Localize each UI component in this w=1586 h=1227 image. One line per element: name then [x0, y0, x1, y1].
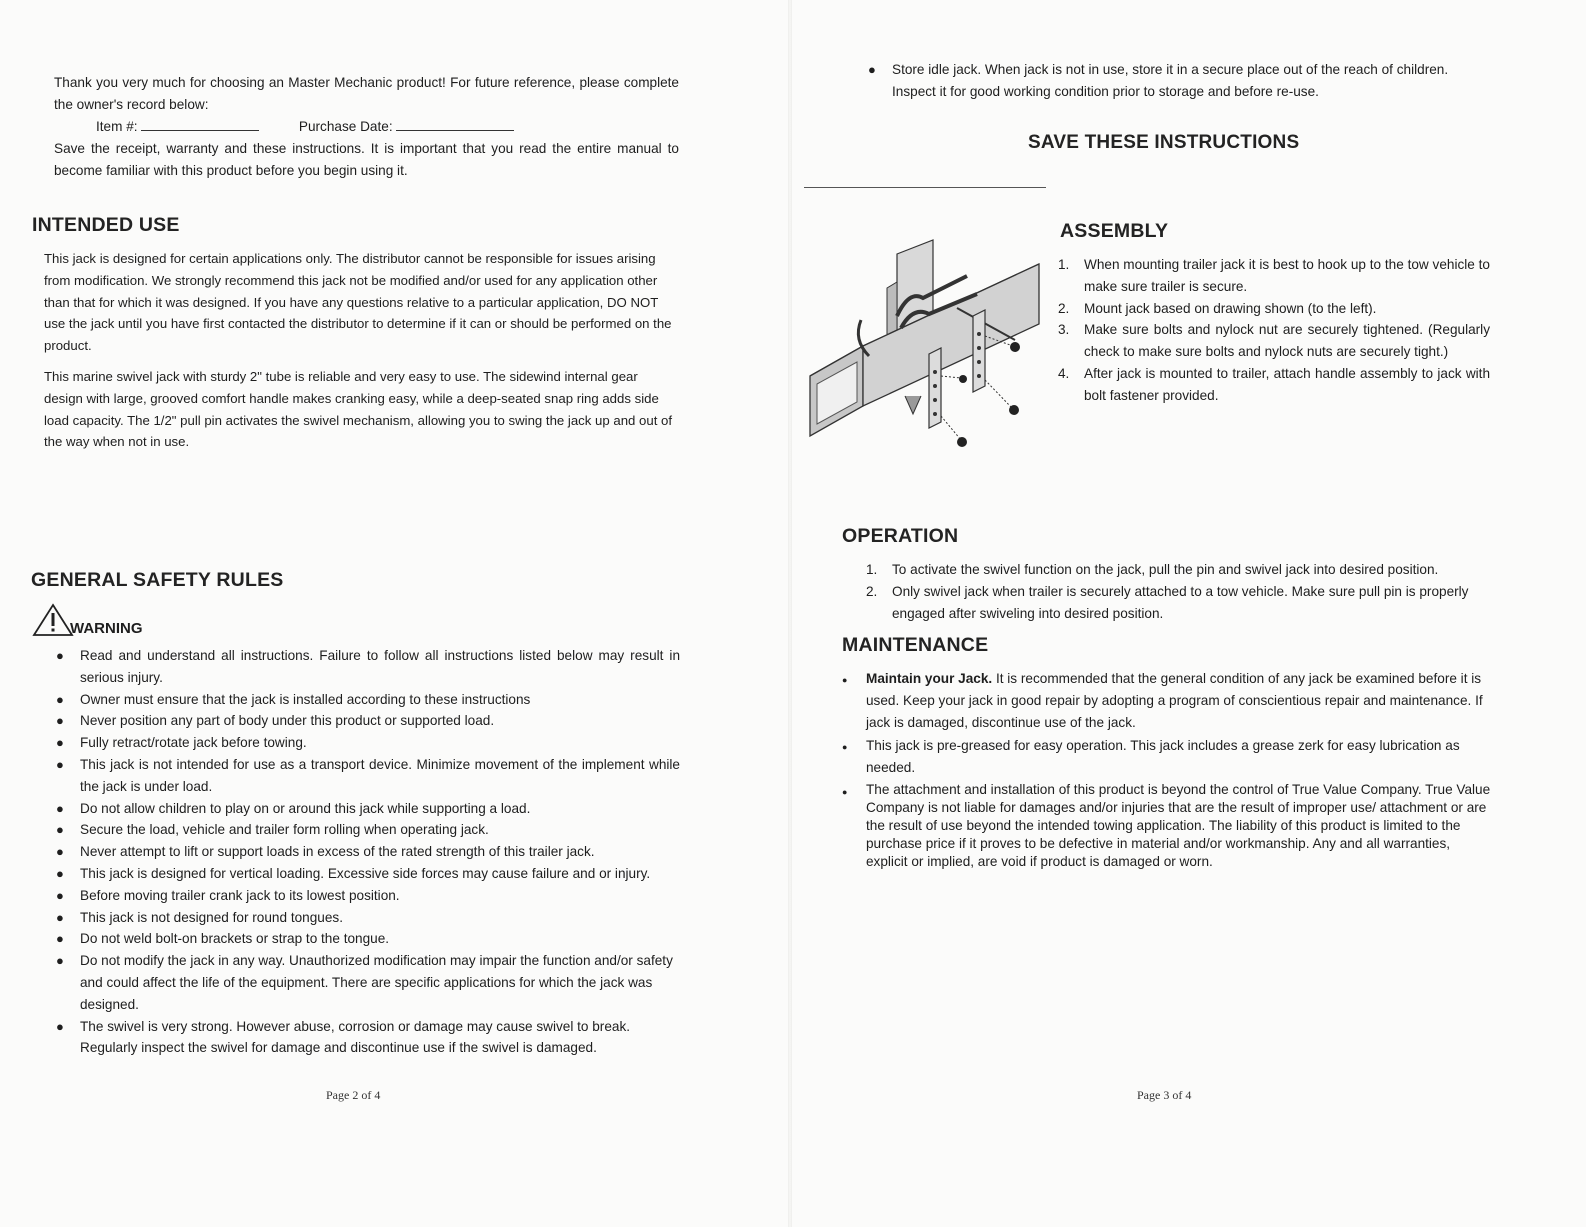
list-item: 1. To activate the swivel function on the jack, pull the pin and swivel jack into desired position.: [866, 562, 1439, 577]
warning-label: WARNING: [70, 620, 143, 637]
intended-use-paragraph-1: This jack is designed for certain applications only. The distributor cannot be responsible for issues arising from modification. We strongly recommend this jack not be modified and/or used for any application other than that for which it was designed. If you have any questions relative to a particular application, DO NOT use the jack until you have first contacted the distributor to determine if it can or should be performed on the product.: [44, 251, 672, 354]
list-item: ● Do not modify the jack in any way. Unauthorized modification may impair the function and/or safety and could affect the life of the equipment. There are specific applications for which the jack was designed.: [56, 953, 673, 1012]
list-item: 2. Only swivel jack when trailer is securely attached to a tow vehicle. Make sure pull pin is properly engaged after swiveling into desired position.: [866, 583, 1469, 621]
store-bullet-list: [866, 59, 1492, 103]
assembly-heading: ASSEMBLY: [1060, 220, 1169, 242]
left-page: [0, 0, 790, 1227]
operation-steps: [866, 559, 1492, 624]
list-item: 2. Mount jack based on drawing shown (to the left).: [1058, 300, 1377, 316]
intro-save-receipt: Save the receipt, warranty and these instructions. It is important that you read the entire manual to become familiar with this product before you begin using it.: [54, 141, 679, 178]
safety-rules-list: [54, 645, 680, 1059]
page-footer-right: Page 3 of 4: [1137, 1088, 1192, 1102]
list-item: 3. Make sure bolts and nylock nut are securely tightened. (Regularly check to make sure bolts and nylock nuts are securely tight.): [1058, 322, 1490, 360]
intended-use-heading: INTENDED USE: [32, 214, 180, 236]
purchase-date-blank: [396, 118, 514, 131]
warning-row: [32, 603, 143, 637]
item-number-label: Item #:: [96, 119, 138, 134]
list-item: ● Do not allow children to play on or around this jack while supporting a load.: [56, 800, 531, 816]
list-item: 4. After jack is mounted to trailer, attach handle assembly to jack with bolt fastener provided.: [1058, 365, 1490, 403]
list-item: ● Before moving trailer crank jack to its lowest position.: [56, 887, 400, 903]
list-item: ● The attachment and installation of this product is beyond the control of True Value Company. True Value Company is not liable for damages and/or injuries that are the result of improper use/ attachment or are the result of use beyond the intended towing application. The liability of this product is limited to the purchase price if it proves to be defective in material and/or workmanship. Any and all warranties, explicit or implied, are void if product is damaged or worn.: [842, 781, 1491, 869]
maintenance-heading: MAINTENANCE: [842, 634, 989, 656]
list-item: ● Read and understand all instructions. Failure to follow all instructions listed below may result in serious injury.: [56, 648, 680, 685]
list-item: ● This jack is designed for vertical loading. Excessive side forces may cause failure and or injury.: [56, 865, 651, 881]
warning-triangle-icon: [32, 603, 74, 637]
purchase-date-label: Purchase Date:: [298, 119, 393, 134]
page-footer-left: Page 2 of 4: [326, 1088, 381, 1102]
list-item: ● Owner must ensure that the jack is installed according to these instructions: [56, 691, 531, 707]
jack-mounting-drawing: [805, 236, 1055, 456]
item-number-blank: [141, 118, 259, 131]
list-item: ● The swivel is very strong. However abuse, corrosion or damage may cause swivel to break. Regularly inspect the swivel for damage and discontinue use if the swivel is damaged.: [56, 1018, 631, 1056]
list-item: ● This jack is not intended for use as a transport device. Minimize movement of the implement while the jack is under load.: [56, 756, 680, 794]
list-item: 1. When mounting trailer jack it is best to hook up to the tow vehicle to make sure trailer is secure.: [1058, 257, 1490, 294]
save-instructions-heading: SAVE THESE INSTRUCTIONS: [1028, 132, 1300, 153]
safety-heading: GENERAL SAFETY RULES: [31, 569, 284, 591]
intro-thanks: Thank you very much for choosing an Master Mechanic product! For future reference, please complete the owner's record below:: [54, 75, 679, 112]
list-item: ● Never position any part of body under this product or supported load.: [56, 713, 495, 729]
list-item: ● Do not weld bolt-on brackets or strap to the tongue.: [56, 931, 390, 947]
section-rule: [804, 187, 1046, 188]
intended-use-paragraph-2: This marine swivel jack with sturdy 2" tube is reliable and very easy to use. The sidewind internal gear design with large, grooved comfort handle makes cranking easy, while a deep-seated snap ring adds side load capacity. The 1/2" pull pin activates the swivel mechanism, allowing you to swing the jack up and out of the way when not in use.: [44, 369, 673, 450]
list-item: ● Store idle jack. When jack is not in use, store it in a secure place out of the reach of children. Inspect it for good working condition prior to storage and before re-use.: [868, 62, 1449, 99]
list-item: ● Maintain your Jack. It is recommended that the general condition of any jack be examined before it is used. Keep your jack in good repair by adopting a program of conscientious repair and maintenance. If jack is damaged, discontinue use of the jack.: [842, 671, 1483, 730]
right-page: [790, 0, 1586, 1227]
list-item: ● Secure the load, vehicle and trailer form rolling when operating jack.: [56, 822, 489, 838]
assembly-steps: [1058, 254, 1490, 407]
operation-heading: OPERATION: [842, 525, 959, 547]
list-item: ● This jack is not designed for round tongues.: [56, 909, 343, 925]
list-item: ● This jack is pre-greased for easy operation. This jack includes a grease zerk for easy lubrication as needed.: [842, 738, 1460, 776]
list-item: ● Never attempt to lift or support loads in excess of the rated strength of this trailer jack.: [56, 844, 595, 860]
maintenance-list: [840, 668, 1492, 871]
owner-record: [96, 116, 596, 138]
list-item: ● Fully retract/rotate jack before towing.: [56, 735, 307, 751]
